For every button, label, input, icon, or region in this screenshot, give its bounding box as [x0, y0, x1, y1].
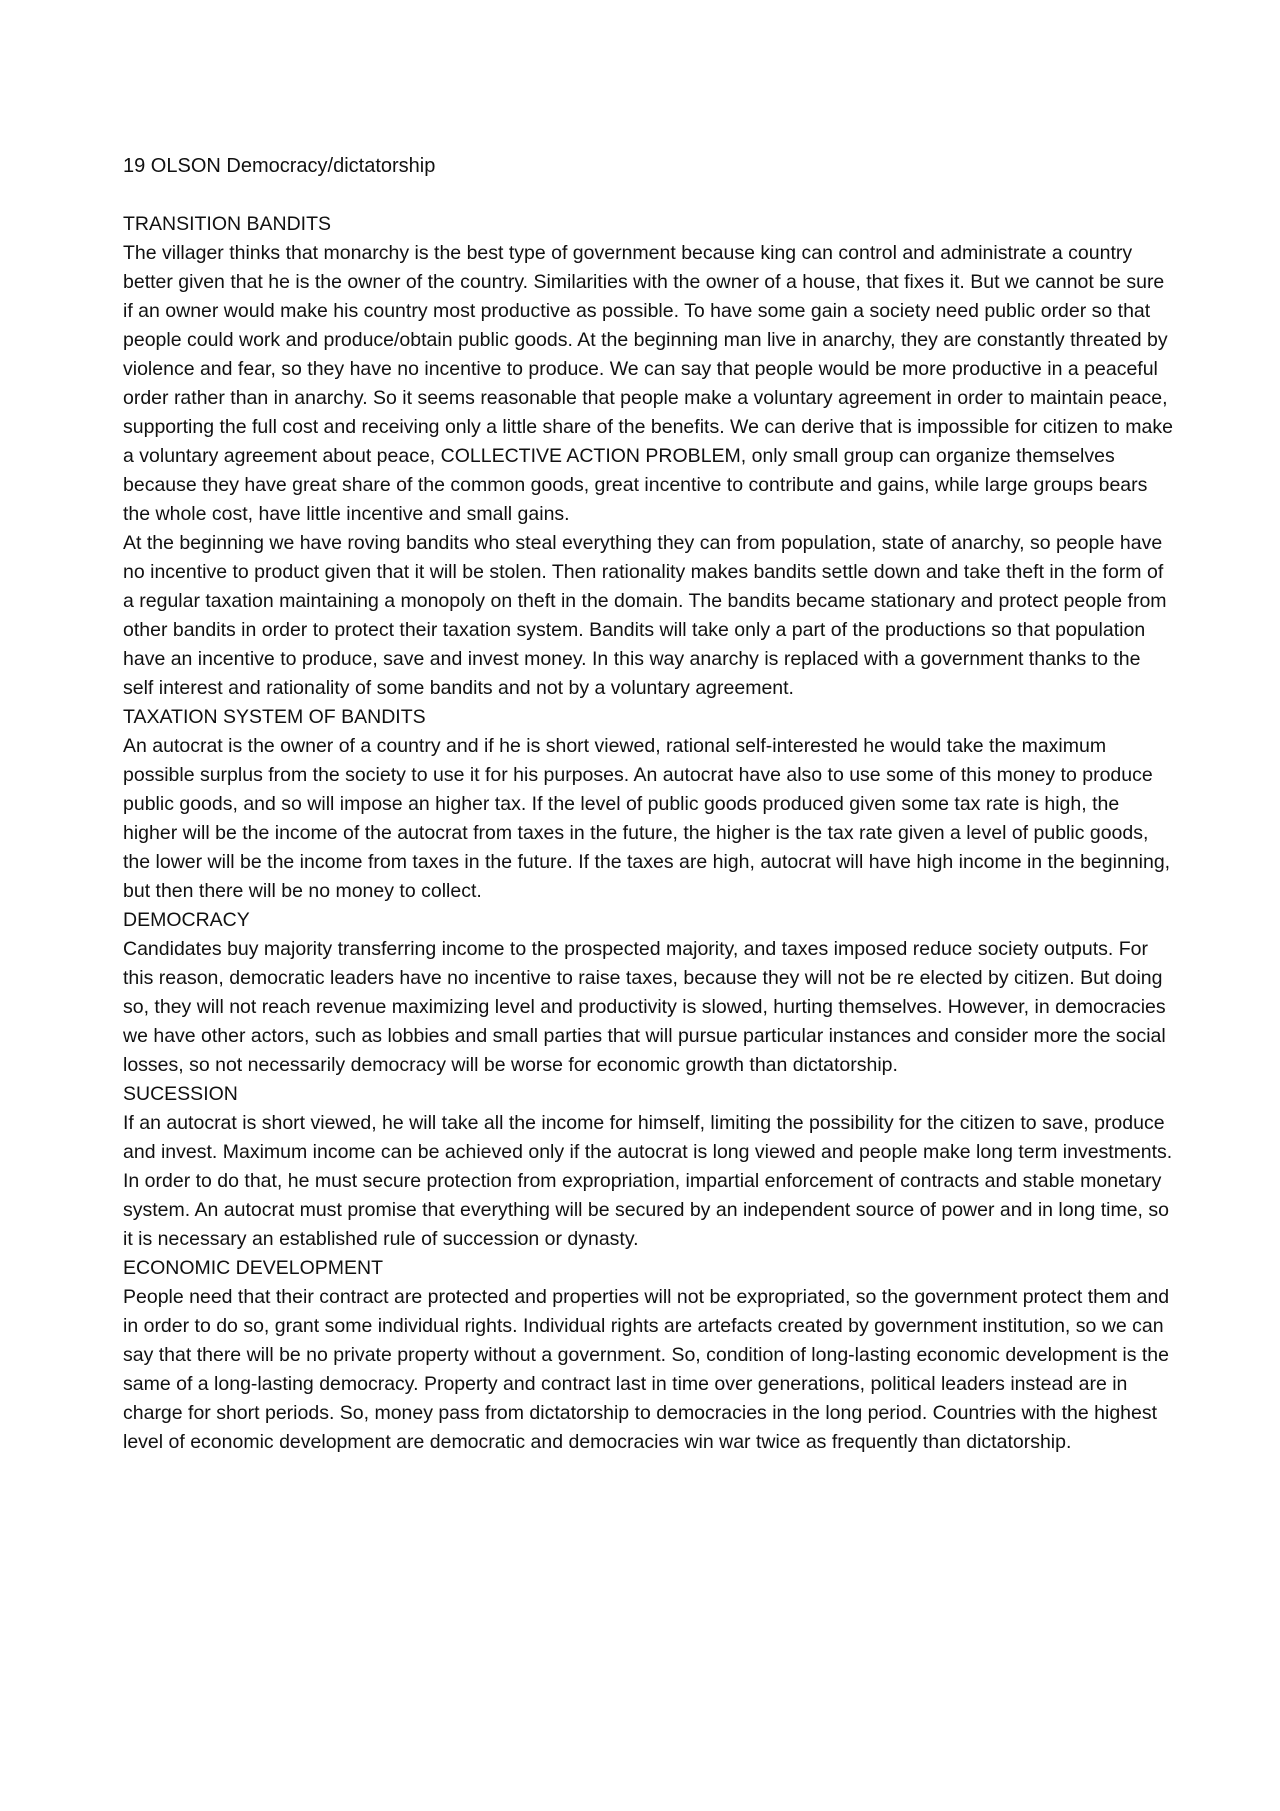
section-heading-economic-development: ECONOMIC DEVELOPMENT: [123, 1257, 384, 1279]
section-heading-taxation-system: TAXATION SYSTEM OF BANDITS: [123, 706, 426, 728]
paragraph-succession-1: If an autocrat is short viewed, he will take all the income for himself, limiting the possibility for the citizen to save, produce and invest. Maximum income can be achieved only if the autocrat is long viewed and people make long term investments. In order to do that, he must secure protection from expropriation, impartial enforcement of contracts and stable monetary system. An autocrat must promise that everything will be secured by an independent source of power and in long time, so it is necessary an established rule of succession or dynasty.: [123, 1112, 1173, 1250]
document-page: [123, 152, 1175, 1457]
section-taxation-system: [123, 703, 1175, 906]
paragraph-transition-1: The villager thinks that monarchy is the best type of government because king can control and administrate a country better given that he is the owner of the country. Similarities with the owner of a house, that fixes it. But we cannot be sure if an owner would make his country most productive as possible. To have some gain a society need public order so that people could work and produce/obtain public goods. At the beginning man live in anarchy, they are constantly threated by violence and fear, so they have no incentive to produce. We can say that people would be more productive in a peaceful order rather than in anarchy. So it seems reasonable that people make a voluntary agreement in order to maintain peace, supporting the full cost and receiving only a little share of the benefits. We can derive that is impossible for citizen to make a voluntary agreement about peace, COLLECTIVE ACTION PROBLEM, only small group can organize themselves because they have great share of the common goods, great incentive to contribute and gains, while large groups bears the whole cost, have little incentive and small gains.: [123, 242, 1173, 525]
section-democracy: [123, 906, 1175, 1080]
section-succession: [123, 1080, 1175, 1254]
paragraph-economic-1: People need that their contract are protected and properties will not be expropriated, so the government protect them and in order to do so, grant some individual rights. Individual rights are artefacts created by government institution, so we can say that there will be no private property without a government. So, condition of long-lasting economic development is the same of a long-lasting democracy. Property and contract last in time over generations, political leaders instead are in charge for short periods. So, money pass from dictatorship to democracies in the long period. Countries with the highest level of economic development are democratic and democracies win war twice as frequently than dictatorship.: [123, 1286, 1170, 1453]
section-heading-succession: SUCESSION: [123, 1083, 238, 1105]
section-heading-transition-bandits: TRANSITION BANDITS: [123, 213, 332, 235]
paragraph-taxation-1: An autocrat is the owner of a country and if he is short viewed, rational self-interested he would take the maximum possible surplus from the society to use it for his purposes. An autocrat have also to use some of this money to produce public goods, and so will impose an higher tax. If the level of public goods produced given some tax rate is high, the higher will be the income of the autocrat from taxes in the future, the higher is the tax rate given a level of public goods, the lower will be the income from taxes in the future. If the taxes are high, autocrat will have high income in the beginning, but then there will be no money to collect.: [123, 735, 1171, 902]
document-title: 19 OLSON Democracy/dictatorship: [123, 155, 436, 177]
section-transition-bandits: [123, 210, 1175, 703]
paragraph-transition-2: At the beginning we have roving bandits who steal everything they can from population, state of anarchy, so people have no incentive to product given that it will be stolen. Then rationality makes bandits settle down and take theft in the form of a regular taxation maintaining a monopoly on theft in the domain. The bandits became stationary and protect people from other bandits in order to protect their taxation system. Bandits will take only a part of the productions so that population have an incentive to produce, save and invest money. In this way anarchy is replaced with a government thanks to the self interest and rationality of some bandits and not by a voluntary agreement.: [123, 532, 1167, 699]
paragraph-democracy-1: Candidates buy majority transferring income to the prospected majority, and taxes imposed reduce society outputs. For this reason, democratic leaders have no incentive to raise taxes, because they will not be re elected by citizen. But doing so, they will not reach revenue maximizing level and productivity is slowed, hurting themselves. However, in democracies we have other actors, such as lobbies and small parties that will pursue particular instances and consider more the social losses, so not necessarily democracy will be worse for economic growth than dictatorship.: [123, 938, 1166, 1076]
section-economic-development: [123, 1254, 1175, 1457]
section-heading-democracy: DEMOCRACY: [123, 909, 250, 931]
